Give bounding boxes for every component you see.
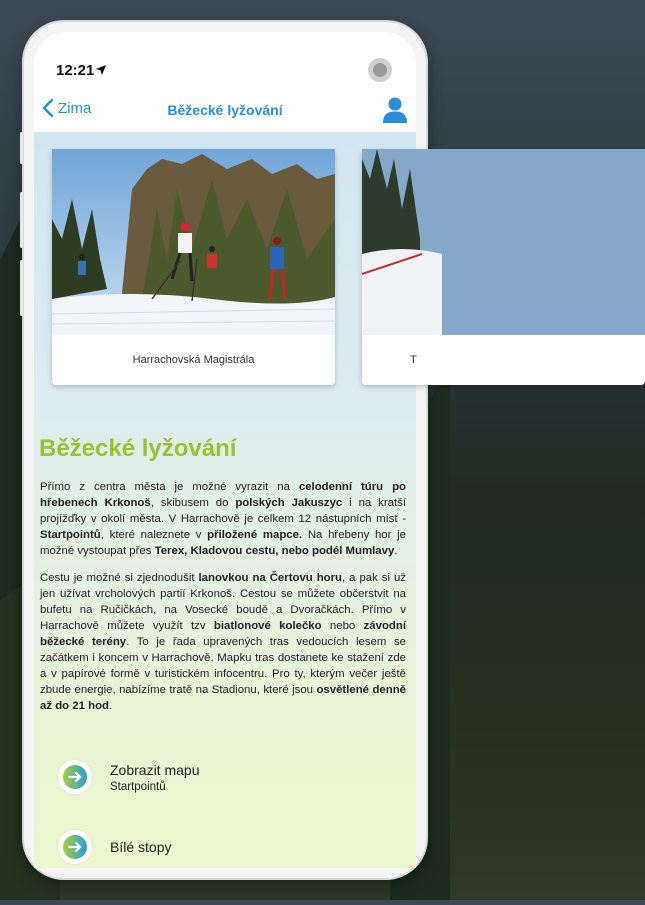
arrow-right-icon (62, 764, 88, 790)
text-segment: . (394, 544, 398, 557)
bold-text-segment: lanovkou na Čertovu horu (198, 571, 343, 584)
user-profile-icon[interactable] (382, 96, 408, 124)
app-screen (34, 32, 416, 868)
section-title: Běžecké lyžování (39, 435, 237, 462)
card-label: Harrachovská Magistrála (132, 354, 255, 366)
status-time: 12:21 (56, 62, 95, 79)
front-camera (368, 58, 392, 82)
phone-frame (24, 22, 426, 878)
bold-text-segment: polských Jakuszyc (235, 496, 343, 509)
phone-volume-up (20, 192, 23, 248)
arrow-right-icon (62, 834, 88, 860)
text-segment: Přímo z centra města je možné vyrazit na (40, 481, 299, 493)
paragraph-1 (40, 480, 406, 560)
action-icon-circle (58, 760, 92, 794)
text-segment: Na hřebeny hor je možné vystoupat přes (40, 528, 406, 557)
bold-text-segment: Startpointů (40, 528, 101, 541)
text-segment: . To je řada upravených tras vedoucích lesem se začátkem i koncem v Harrachově. Mapku tras dostanete ke stažení zde a v papírové formě v turistickém infocentru. Pro ty, kterým večer ještě zbude energie, nabízíme tratě na Stadionu, které jsou (40, 635, 406, 696)
text-segment: , které naleznete v (100, 528, 208, 541)
trail-carousel[interactable] (52, 149, 416, 389)
action-title: Zobrazit mapu (110, 761, 200, 778)
show-map-button[interactable] (58, 760, 199, 794)
skiers-photo (52, 149, 335, 335)
text-segment: , skibusem do (150, 496, 236, 509)
bold-text-segment: závodní běžecké terény (40, 619, 407, 648)
card-label: T (410, 354, 417, 366)
navigation-bar (34, 90, 416, 132)
bold-text-segment: celodenní túru po hřebenech Krkonoš (40, 481, 406, 509)
bold-text-segment: osvětlené denně až do 21 hod (40, 683, 406, 712)
carousel-card[interactable] (52, 149, 335, 385)
action-subtitle: Startpointů (110, 780, 166, 793)
action-icon-circle (58, 830, 92, 864)
carousel-card[interactable] (362, 149, 645, 385)
page-title: Běžecké lyžování (167, 102, 283, 118)
white-trails-button[interactable] (58, 830, 171, 864)
status-bar (34, 32, 416, 90)
content-area (34, 132, 416, 868)
phone-volume-down (20, 260, 23, 316)
bold-text-segment: přiložené mapce. (207, 528, 303, 541)
text-segment: , a pak si už jen užívat vrcholových partií Krkonoš. Cestou se můžete občerstvit na bufetu na Ručičkách, na Vosecké boudě a Dvoračkách. Přímo v Harrachově můžete využít tzv (40, 571, 406, 632)
description-text (40, 480, 406, 726)
text-segment: i na kratší projížďky v okolí města. V Harrachově je celkem 12 nástupních míst - (40, 496, 406, 525)
text-segment: nebo (321, 619, 364, 632)
bold-text-segment: Terex, Kladovou cestu, nebo podél Mumlavy (154, 544, 395, 557)
location-arrow-icon (96, 65, 106, 75)
action-title: Bílé stopy (110, 839, 172, 855)
back-button-label: Zima (58, 99, 92, 117)
text-segment: . (108, 699, 113, 712)
phone-side-button (20, 132, 23, 164)
bold-text-segment: biatlonové kolečko (213, 619, 322, 632)
text-segment: Cestu je možné si zjednodušit (40, 571, 199, 584)
snowy-trail-photo (362, 149, 645, 335)
paragraph-2 (40, 571, 406, 715)
